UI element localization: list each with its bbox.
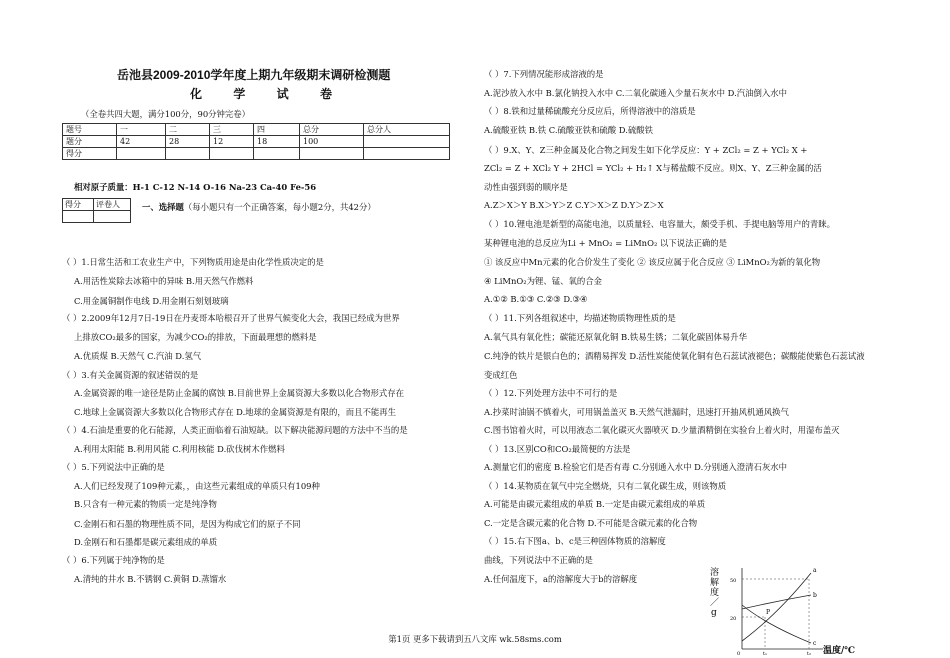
tick-20: 20	[730, 616, 737, 622]
score-cell	[364, 136, 450, 148]
grader-cell: 评卷人	[94, 199, 131, 211]
score-cell: 28	[166, 136, 210, 148]
question-line: B.只含有一种元素的物质一定是纯净物	[74, 499, 217, 509]
score-input-cell[interactable]	[166, 148, 210, 160]
score-table	[62, 123, 450, 160]
question-line: C.一定是含碳元素的化合物 D.不可能是含碳元素的化合物	[484, 518, 698, 528]
question-line: （ ）15.右下图a、b、c是三种固体物质的溶解度	[484, 536, 666, 546]
score-input-cell[interactable]	[254, 148, 300, 160]
question-line: C.纯净的铁片是银白色的；酒精易挥发 D.活性炭能使氧化铜有色石蕊试液褪色；碳酸能使紫色石蕊试液	[484, 351, 865, 361]
question-line: （ ）10.锂电池是新型的高能电池，以质量轻、电容量大，颇受手机、手提电脑等用户的青睐。	[484, 219, 835, 229]
section1-title: 一、选择题	[142, 202, 184, 212]
section1-heading	[142, 202, 376, 213]
question-line: 曲线，下列说法中不正确的是	[484, 555, 593, 565]
question-line: C.金刚石和石墨的物理性质不同，是因为构成它们的原子不同	[74, 519, 301, 529]
score-table-row	[63, 124, 450, 136]
score-cell: 四	[254, 124, 300, 136]
grader-input-cell[interactable]	[94, 211, 131, 223]
section1-note: （每小题只有一个正确答案，每小题2分，共42分）	[183, 202, 376, 212]
question-line: ① 该反应中Mn元素的化合价发生了变化 ② 该反应属于化合反应 ③ LiMnO₂为新的氧化物	[484, 257, 821, 267]
exam-info: （全卷共四大题，满分100分，90分钟完卷）	[81, 109, 251, 119]
page-footer: 第1页 更多下载请到五八文库 wk.58sms.com	[388, 634, 562, 644]
score-table-row	[63, 148, 450, 160]
score-cell: 题号	[63, 124, 117, 136]
question-line: （ ）11.下列各组叙述中，均描述物质物理性质的是	[484, 313, 676, 323]
score-cell: 42	[117, 136, 166, 148]
score-input-cell[interactable]	[210, 148, 254, 160]
question-line: ④ LiMnO₂为锂、锰、氧的合金	[484, 276, 602, 286]
question-line: A.Z＞X＞Y B.X＞Y＞Z C.Y＞X＞Z D.Y＞Z＞X	[484, 200, 664, 210]
score-input-cell[interactable]	[300, 148, 364, 160]
tick-origin: 0	[737, 651, 741, 657]
question-line: A.①② B.①③ C.②③ D.③④	[484, 294, 588, 304]
score-cell: 题分	[63, 136, 117, 148]
question-line: A.利用太阳能 B.利用风能 C.利用核能 D.砍伐树木作燃料	[74, 444, 285, 454]
exam-title: 岳池县2009-2010学年度上期九年级期末调研检测题	[117, 68, 391, 82]
grader-input-cell[interactable]	[63, 211, 94, 223]
score-table-row	[63, 136, 450, 148]
question-line: A.任何温度下，a的溶解度大于b的溶解度	[484, 574, 638, 584]
label-c: c	[813, 640, 817, 647]
ylabel-char: 度	[710, 588, 720, 598]
question-line: （ ）6.下列属于纯净物的是	[62, 555, 165, 565]
tick-t2: t₂	[807, 651, 812, 657]
ylabel-char: 解	[710, 578, 720, 588]
question-line: （ ）4.石油是重要的化石能源，人类正面临着石油短缺。以下解决能源问题的方法中不当的是	[62, 425, 408, 435]
question-line: A.人们已经发现了109种元素，，由这些元素组成的单质只有109种	[74, 481, 320, 491]
grader-cell: 得分	[63, 199, 94, 211]
question-line: 上排放CO₂最多的国家，为减少CO₂的排放，下面最理想的燃料是	[74, 332, 317, 342]
question-line: A.测量它们的密度 B.检验它们是否有毒 C.分别通入水中 D.分别通入澄清石灰水中	[484, 462, 787, 472]
score-cell: 一	[117, 124, 166, 136]
ylabel-char: 溶	[710, 568, 720, 578]
question-line: A.清纯的井水 B.不锈钢 C.黄铜 D.蒸馏水	[74, 574, 227, 584]
question-line: （ ）1.日常生活和工农业生产中，下列物质用途是由化学性质决定的是	[62, 257, 324, 267]
ylabel-char: ／	[710, 598, 720, 608]
question-line: （ ）9.X、Y、Z三种金属及化合物之间发生如下化学反应：Y + ZCl₂ = Z + YCl₂ X +	[484, 145, 808, 155]
atomic-mass-line: 相对原子质量：H-1 C-12 N-14 O-16 Na-23 Ca-40 Fe-56	[74, 182, 317, 192]
score-cell: 得分	[63, 148, 117, 160]
question-line: （ ）5.下列说法中正确的是	[62, 462, 165, 472]
label-a: a	[813, 567, 817, 574]
question-line: C.图书馆着火时，可以用液态二氧化碳灭火器喷灭 D.少量酒精倒在实验台上着火时，用湿布盖灭	[484, 425, 840, 435]
label-p: P	[766, 609, 771, 616]
question-line: （ ）7.下列情况能形成溶液的是	[484, 69, 604, 79]
question-line: A.硫酸亚铁 B.铁 C.硫酸亚铁和硫酸 D.硫酸铁	[484, 125, 653, 135]
question-line: 变成红色	[484, 370, 518, 380]
score-cell: 总分人	[364, 124, 450, 136]
score-cell: 12	[210, 136, 254, 148]
question-line: D.金刚石和石墨都是碳元素组成的单质	[74, 537, 218, 547]
exam-subject: 化 学 试 卷	[190, 87, 347, 101]
score-cell: 二	[166, 124, 210, 136]
score-cell: 18	[254, 136, 300, 148]
x-axis-label: 温度/℃	[823, 646, 856, 656]
question-line: （ ）14.某物质在氧气中完全燃烧，只有二氧化碳生成，则该物质	[484, 481, 727, 491]
label-b: b	[813, 592, 817, 599]
question-line: A.泥沙放入水中 B.氯化钠投入水中 C.二氧化碳通入少量石灰水中 D.汽油倒入水中	[484, 88, 787, 98]
question-line: A.氧气具有氧化性；碳能还原氧化铜 B.铁易生锈；二氧化碳固体易升华	[484, 332, 748, 342]
question-line: A.用活性炭除去冰箱中的异味 B.用天然气作燃料	[74, 276, 254, 286]
score-input-cell[interactable]	[117, 148, 166, 160]
question-line: 某种锂电池的总反应为Li + MnO₂ = LiMnO₂ 以下说法正确的是	[484, 238, 727, 248]
question-line: （ ）8.铁和过量稀硫酸充分反应后，所得溶液中的溶质是	[484, 106, 696, 116]
question-line: A.抄菜时油锅不慎着火，可用锅盖盖灭 B.天然气泄漏时，迅速打开抽风机通风换气	[484, 407, 789, 417]
question-line: （ ）12.下列处理方法中不可行的是	[484, 388, 618, 398]
tick-t1: t₁	[763, 651, 768, 657]
score-cell: 三	[210, 124, 254, 136]
question-line: （ ）2.2009年12月7日-19日在丹麦哥本哈根召开了世界气候变化大会，我国已经成为世界	[62, 313, 400, 323]
ylabel-char: g	[711, 608, 717, 618]
question-line: （ ）13.区别CO和CO₂最简便的方法是	[484, 444, 631, 454]
curve-b	[742, 595, 811, 609]
tick-50: 50	[730, 578, 737, 584]
score-input-cell[interactable]	[364, 148, 450, 160]
score-cell: 总分	[300, 124, 364, 136]
question-line: （ ）3.有关金属资源的叙述错误的是	[62, 370, 199, 380]
question-line: ZCl₂ = Z + XCl₂ Y + 2HCl = YCl₂ + H₂↑ X与稀盐酸不反应。则X、Y、Z三种金属的活	[484, 163, 822, 173]
question-line: A.优质煤 B.天然气 C.汽油 D.氢气	[74, 351, 202, 361]
question-line: C.地球上金属资源大多数以化合物形式存在 D.地球的金属资源是有限的，而且不能再生	[74, 407, 397, 417]
grader-table	[62, 198, 131, 223]
question-line: C.用金属铜制作电线 D.用金刚石刻划玻璃	[74, 296, 229, 306]
question-line: A.可能是由碳元素组成的单质 B.一定是由碳元素组成的单质	[484, 499, 706, 509]
question-line: 动性由强到弱的顺序是	[484, 182, 568, 192]
score-cell: 100	[300, 136, 364, 148]
question-line: A.金属资源的唯一途径是防止金属的腐蚀 B.目前世界上金属资源大多数以化合物形式存在	[74, 388, 405, 398]
